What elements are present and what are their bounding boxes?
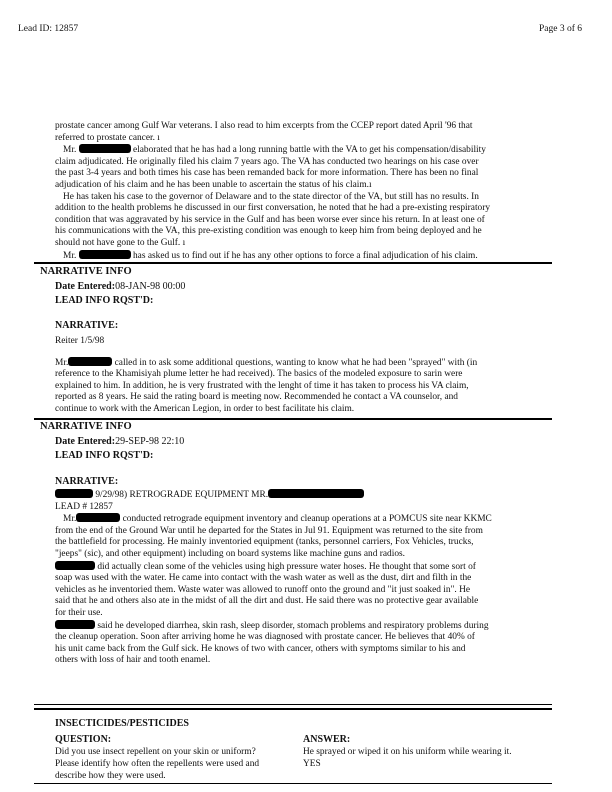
text-line: said he developed diarrhea, skin rash, sleep disorder, stomach problems and respiratory problems during bbox=[55, 620, 551, 633]
text-line: vehicles as he inventoried them. Waste water was allowed to runoff onto the ground and "it just soaked in". He bbox=[55, 584, 471, 595]
text-line: Mr. elaborated that he has had a long running battle with the VA to get his compensation/disability bbox=[63, 145, 486, 156]
lead-info-requested: LEAD INFO RQST'D: bbox=[55, 295, 154, 306]
lead-id-header: Lead ID: 12857 bbox=[18, 24, 79, 34]
text-line: did actually clean some of the vehicles using high pressure water hoses. He thought that some sort of bbox=[55, 561, 551, 574]
text-line: referred to prostate cancer. ı bbox=[55, 132, 160, 143]
answer-line: YES bbox=[303, 758, 321, 769]
lead-info-requested: LEAD INFO RQST'D: bbox=[55, 450, 154, 461]
text-line: addition to the health problems he discussed in our first conversation, he noted that he had a pre-existing respiratory bbox=[55, 203, 491, 214]
section-divider bbox=[34, 418, 552, 420]
narrative-1-body bbox=[55, 336, 551, 416]
answer-text bbox=[303, 747, 553, 771]
section-divider bbox=[34, 704, 552, 705]
text-line: explained to him. In addition, he is very frustrated with the lenght of time it has taken to process his VA claim, bbox=[55, 380, 469, 391]
text-line: prostate cancer among Gulf War veterans. I also read to him excerpts from the CCEP report dated April '96 that bbox=[55, 121, 473, 131]
text-line: for their use. bbox=[55, 607, 103, 618]
author-line: Reiter 1/5/98 bbox=[55, 336, 105, 346]
text-line: should not have gone to the Gulf. ı bbox=[55, 237, 186, 248]
narrative-label: NARRATIVE: bbox=[55, 320, 119, 331]
text-line: 9/29/98) RETROGRADE EQUIPMENT MR. bbox=[55, 489, 551, 502]
text-line: soap was used with the water. He came into contact with the wash water as well as the dust, dirt and filth in the bbox=[55, 573, 472, 584]
redaction-bar bbox=[55, 489, 93, 498]
text-line: reported as 8 years. He said the rating board is meeting now. Recommended he contact a VA counselor, and bbox=[55, 392, 458, 403]
narrative-continued bbox=[55, 121, 551, 262]
text-line: Mr. conducted retrograde equipment inventory and cleanup operations at a POMCUS site near KKMC bbox=[63, 514, 492, 525]
text-line: from the end of the Ground War until he departed for the States in Jul 91. Equipment was returned to the site from bbox=[55, 525, 483, 536]
text-line: said that he and others also ate in the midst of all the dirt and dust. He said there was no protective gear available bbox=[55, 596, 479, 607]
text-line: "jeeps" (sic), and other equipment) including on board systems like machine guns and radios. bbox=[55, 548, 406, 559]
text-line: adjudication of his claim and he has been unable to ascertain the status of his claim.ı bbox=[55, 179, 372, 190]
section-divider bbox=[34, 708, 552, 710]
section-title: NARRATIVE INFO bbox=[40, 266, 132, 277]
narrative-label: NARRATIVE: bbox=[55, 476, 119, 487]
text-line: others with loss of hair and tooth enamel. bbox=[55, 655, 211, 666]
redaction-bar bbox=[79, 144, 131, 153]
answer-label: ANSWER: bbox=[303, 734, 351, 745]
redaction-bar bbox=[79, 250, 131, 259]
text-line: his unit came back from the Gulf sick. He knows of two with cancer, others with symptoms similar to his and bbox=[55, 643, 466, 654]
text-line: his communications with the VA, this pre-existing condition was enough to keep him from being deployed and he bbox=[55, 226, 482, 237]
bottom-rule bbox=[34, 783, 552, 784]
redaction-bar bbox=[55, 561, 95, 570]
text-line: He has taken his case to the governor of Delaware and to the state director of the VA, but still has no results. In bbox=[63, 191, 479, 202]
redaction-bar bbox=[268, 489, 364, 498]
redaction-bar bbox=[76, 513, 120, 522]
text-line: the battlefield for processing. He mainly inventoried equipment (tanks, personnel carriers, Fox Vehicles, trucks, bbox=[55, 537, 474, 548]
section-title: NARRATIVE INFO bbox=[40, 421, 132, 432]
text-line: reference to the Khamisiyah plume letter he had received). The basics of the modeled exposure to sarin were bbox=[55, 369, 463, 380]
text-line: Mr. called in to ask some additional questions, wanting to know what he had been "sprayed" with (in bbox=[55, 357, 478, 368]
text-line: the cleanup operation. Soon after arriving home he was diagnosed with prostate cancer. He believes that 40% of bbox=[55, 632, 475, 643]
redaction-bar bbox=[55, 620, 95, 629]
date-entered: Date Entered:29-SEP-98 22:10 bbox=[55, 436, 185, 447]
narrative-2-body bbox=[55, 489, 551, 667]
lead-number: LEAD # 12857 bbox=[55, 501, 113, 512]
text-line: the past 3-4 years and both times his case has been remanded back for more information. There has been no final bbox=[55, 168, 479, 179]
date-entered: Date Entered:08-JAN-98 00:00 bbox=[55, 281, 186, 292]
text-line: condition that was aggravated by his service in the Gulf and has been worse ever since his return. In at least one of bbox=[55, 214, 485, 225]
page-number: Page 3 of 6 bbox=[538, 24, 582, 34]
text-line: Mr. has asked us to find out if he has any other options to force a final adjudication of his claim. bbox=[63, 250, 478, 261]
answer-line: He sprayed or wiped it on his uniform while wearing it. bbox=[303, 747, 512, 757]
text-line: claim adjudicated. He originally filed his claim 7 years ago. The VA has conducted two hearings on his case over bbox=[55, 156, 479, 167]
question-text: Did you use insect repellent on your skin or uniform? Please identify how often the repellents were used and describe how they were used. bbox=[55, 747, 260, 781]
section-divider bbox=[34, 262, 552, 264]
question-label: QUESTION: bbox=[55, 734, 112, 745]
redaction-bar bbox=[68, 357, 112, 366]
text-line: continue to work with the American Legion, in order to best facilitate his claim. bbox=[55, 403, 355, 414]
insecticides-title: INSECTICIDES/PESTICIDES bbox=[55, 718, 189, 729]
